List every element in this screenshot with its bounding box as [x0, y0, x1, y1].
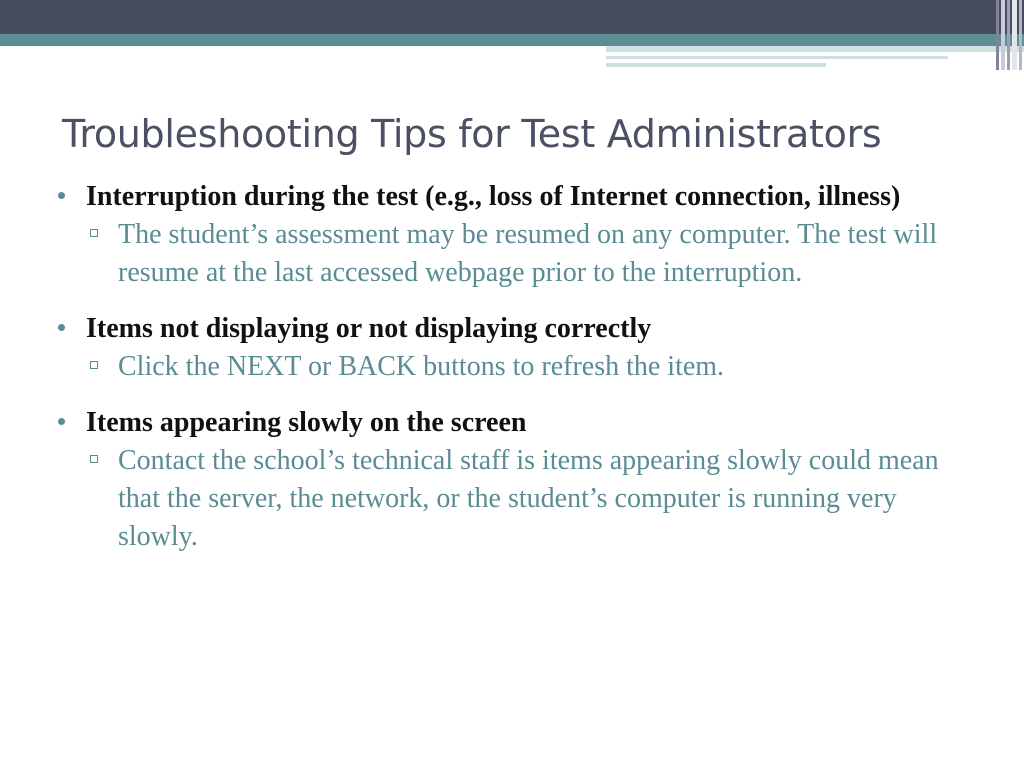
bullet-text: Interruption during the test (e.g., loss of Internet connection, illness)	[86, 181, 901, 212]
sub-bullet-item	[86, 348, 978, 386]
bullet-dot-icon	[58, 192, 65, 199]
sub-bullet-text: Click the NEXT or BACK buttons to refresh the item.	[118, 351, 725, 382]
bullet-item	[58, 404, 978, 556]
slide-title: Troubleshooting Tips for Test Administrators	[62, 112, 882, 156]
sub-bullet-square-icon	[90, 455, 98, 463]
bullet-list	[58, 178, 978, 556]
sub-bullet-item	[86, 442, 978, 556]
header-band-teal	[0, 34, 1024, 46]
sub-bullet-square-icon	[90, 229, 98, 237]
header-accent-line	[606, 56, 948, 59]
bullet-dot-icon	[58, 324, 65, 331]
header-accent-bar	[606, 46, 1024, 52]
bullet-item	[58, 178, 978, 292]
header-stripes-decoration	[996, 0, 1024, 70]
bullet-text: Items appearing slowly on the screen	[86, 407, 527, 438]
bullet-text: Items not displaying or not displaying correctly	[86, 313, 652, 344]
sub-bullet-item	[86, 216, 978, 292]
header-accent-line	[606, 63, 826, 67]
bullet-item	[58, 310, 978, 386]
sub-bullet-text: The student’s assessment may be resumed on any computer. The test will resume at the last accessed webpage prior to the interruption.	[118, 219, 938, 288]
sub-bullet-text: Contact the school’s technical staff is items appearing slowly could mean that the server, the network, or the student’s computer is running very slowly.	[118, 445, 939, 552]
header-band-dark	[0, 0, 1024, 34]
bullet-dot-icon	[58, 418, 65, 425]
sub-bullet-square-icon	[90, 361, 98, 369]
